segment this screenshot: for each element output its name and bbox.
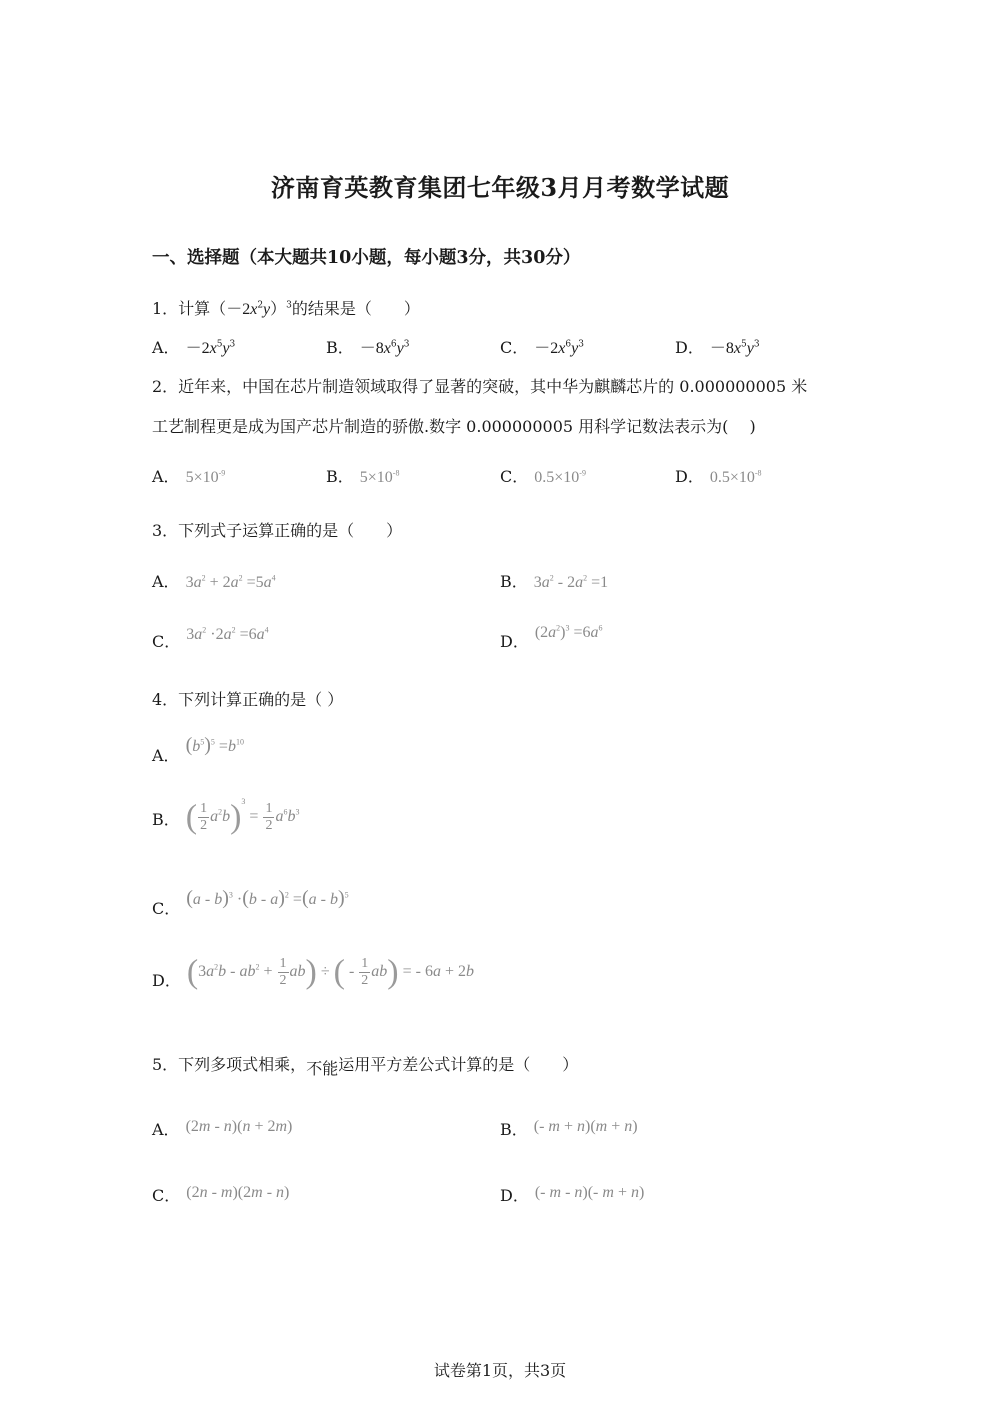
question-1-option-d[interactable]: D． $-8x^5y^3$ xyxy=(675,338,760,357)
question-3-option-d[interactable]: D． $(2a^2)^3 =6a^6$ xyxy=(500,623,603,651)
section-heading: 一、选择题（本大题共10小题，每小题3分，共30分） xyxy=(152,248,581,268)
page-footer: 试卷第1页，共3页 xyxy=(433,1361,567,1380)
page-title: 济南育英教育集团七年级3月月考数学试题 xyxy=(270,173,730,202)
question-1-option-b[interactable]: B． $-8x^6y^3$ xyxy=(326,338,410,357)
question-2-option-d[interactable]: D． $0.5\times 10^{-8}$ xyxy=(675,467,762,486)
question-4-option-b[interactable]: B． ( $\frac{1}{2}$ $a^2b)^3$ = $\frac{1}{2}$ $a^6b^3$ xyxy=(152,797,300,835)
question-4-option-c[interactable]: C． (a - b)$^3$ ·(b - a)$^2$ =(a - b)$^5$ xyxy=(152,887,349,918)
question-4-stem: 4．下列计算正确的是（ ） xyxy=(152,690,344,709)
question-5-option-b[interactable]: B． (- m + n)(m + n) xyxy=(500,1118,638,1139)
question-1-stem: 1．计算$(-2x^2y)^3$的结果是（ ） xyxy=(152,299,420,318)
question-5-option-d[interactable]: D． (- m - n)(- m + n) xyxy=(500,1184,645,1205)
question-4-option-d[interactable]: D． ($3a^2b - ab^2$ + $\frac{1}{2}$ ab) ÷ ( - $\frac{1}{2}$ ab) = - 6a + 2b xyxy=(152,953,475,990)
question-4-option-a[interactable]: A． $(b^5)^5 =b^{10}$ xyxy=(152,734,244,765)
question-1-option-c[interactable]: C． $-2x^6y^3$ xyxy=(500,338,584,357)
question-3-option-a[interactable]: A． $3a^2 + 2a^2 =5a^4$ xyxy=(152,572,276,591)
question-5-stem: 5．下列多项式相乘，不能运用平方差公式计算的是（ ） xyxy=(152,1055,579,1078)
question-1-option-a[interactable]: A． $-2x^5y^3$ xyxy=(152,338,236,357)
emphasis-not: 不能 xyxy=(306,1059,339,1078)
question-5-option-c[interactable]: C． (2n - m)(2m - n) xyxy=(152,1184,290,1205)
question-2-option-b[interactable]: B． $5\times 10^{-8}$ xyxy=(326,467,400,486)
question-3-option-b[interactable]: B． $3a^2 - 2a^2 =1$ xyxy=(500,572,609,591)
question-3-option-c[interactable]: C． $3a^2 \cdot 2a^2 =6a^4$ xyxy=(152,625,269,651)
question-2-option-a[interactable]: A． $5\times 10^{-9}$ xyxy=(152,467,226,486)
question-5-option-a[interactable]: A． (2m - n)(n + 2m) xyxy=(152,1118,293,1139)
question-2-option-c[interactable]: C． $0.5\times 10^{-9}$ xyxy=(500,467,586,486)
question-3-stem: 3．下列式子运算正确的是（ ） xyxy=(152,521,403,540)
question-2-stem-line1: 2．近年来，中国在芯片制造领域取得了显著的突破，其中华为麒麟芯片的 0.000000005 米 xyxy=(152,377,808,396)
question-2-stem-line2: 工艺制程更是成为国产芯片制造的骄傲.数字 0.000000005 用科学记数法表示为( ) xyxy=(152,417,756,436)
